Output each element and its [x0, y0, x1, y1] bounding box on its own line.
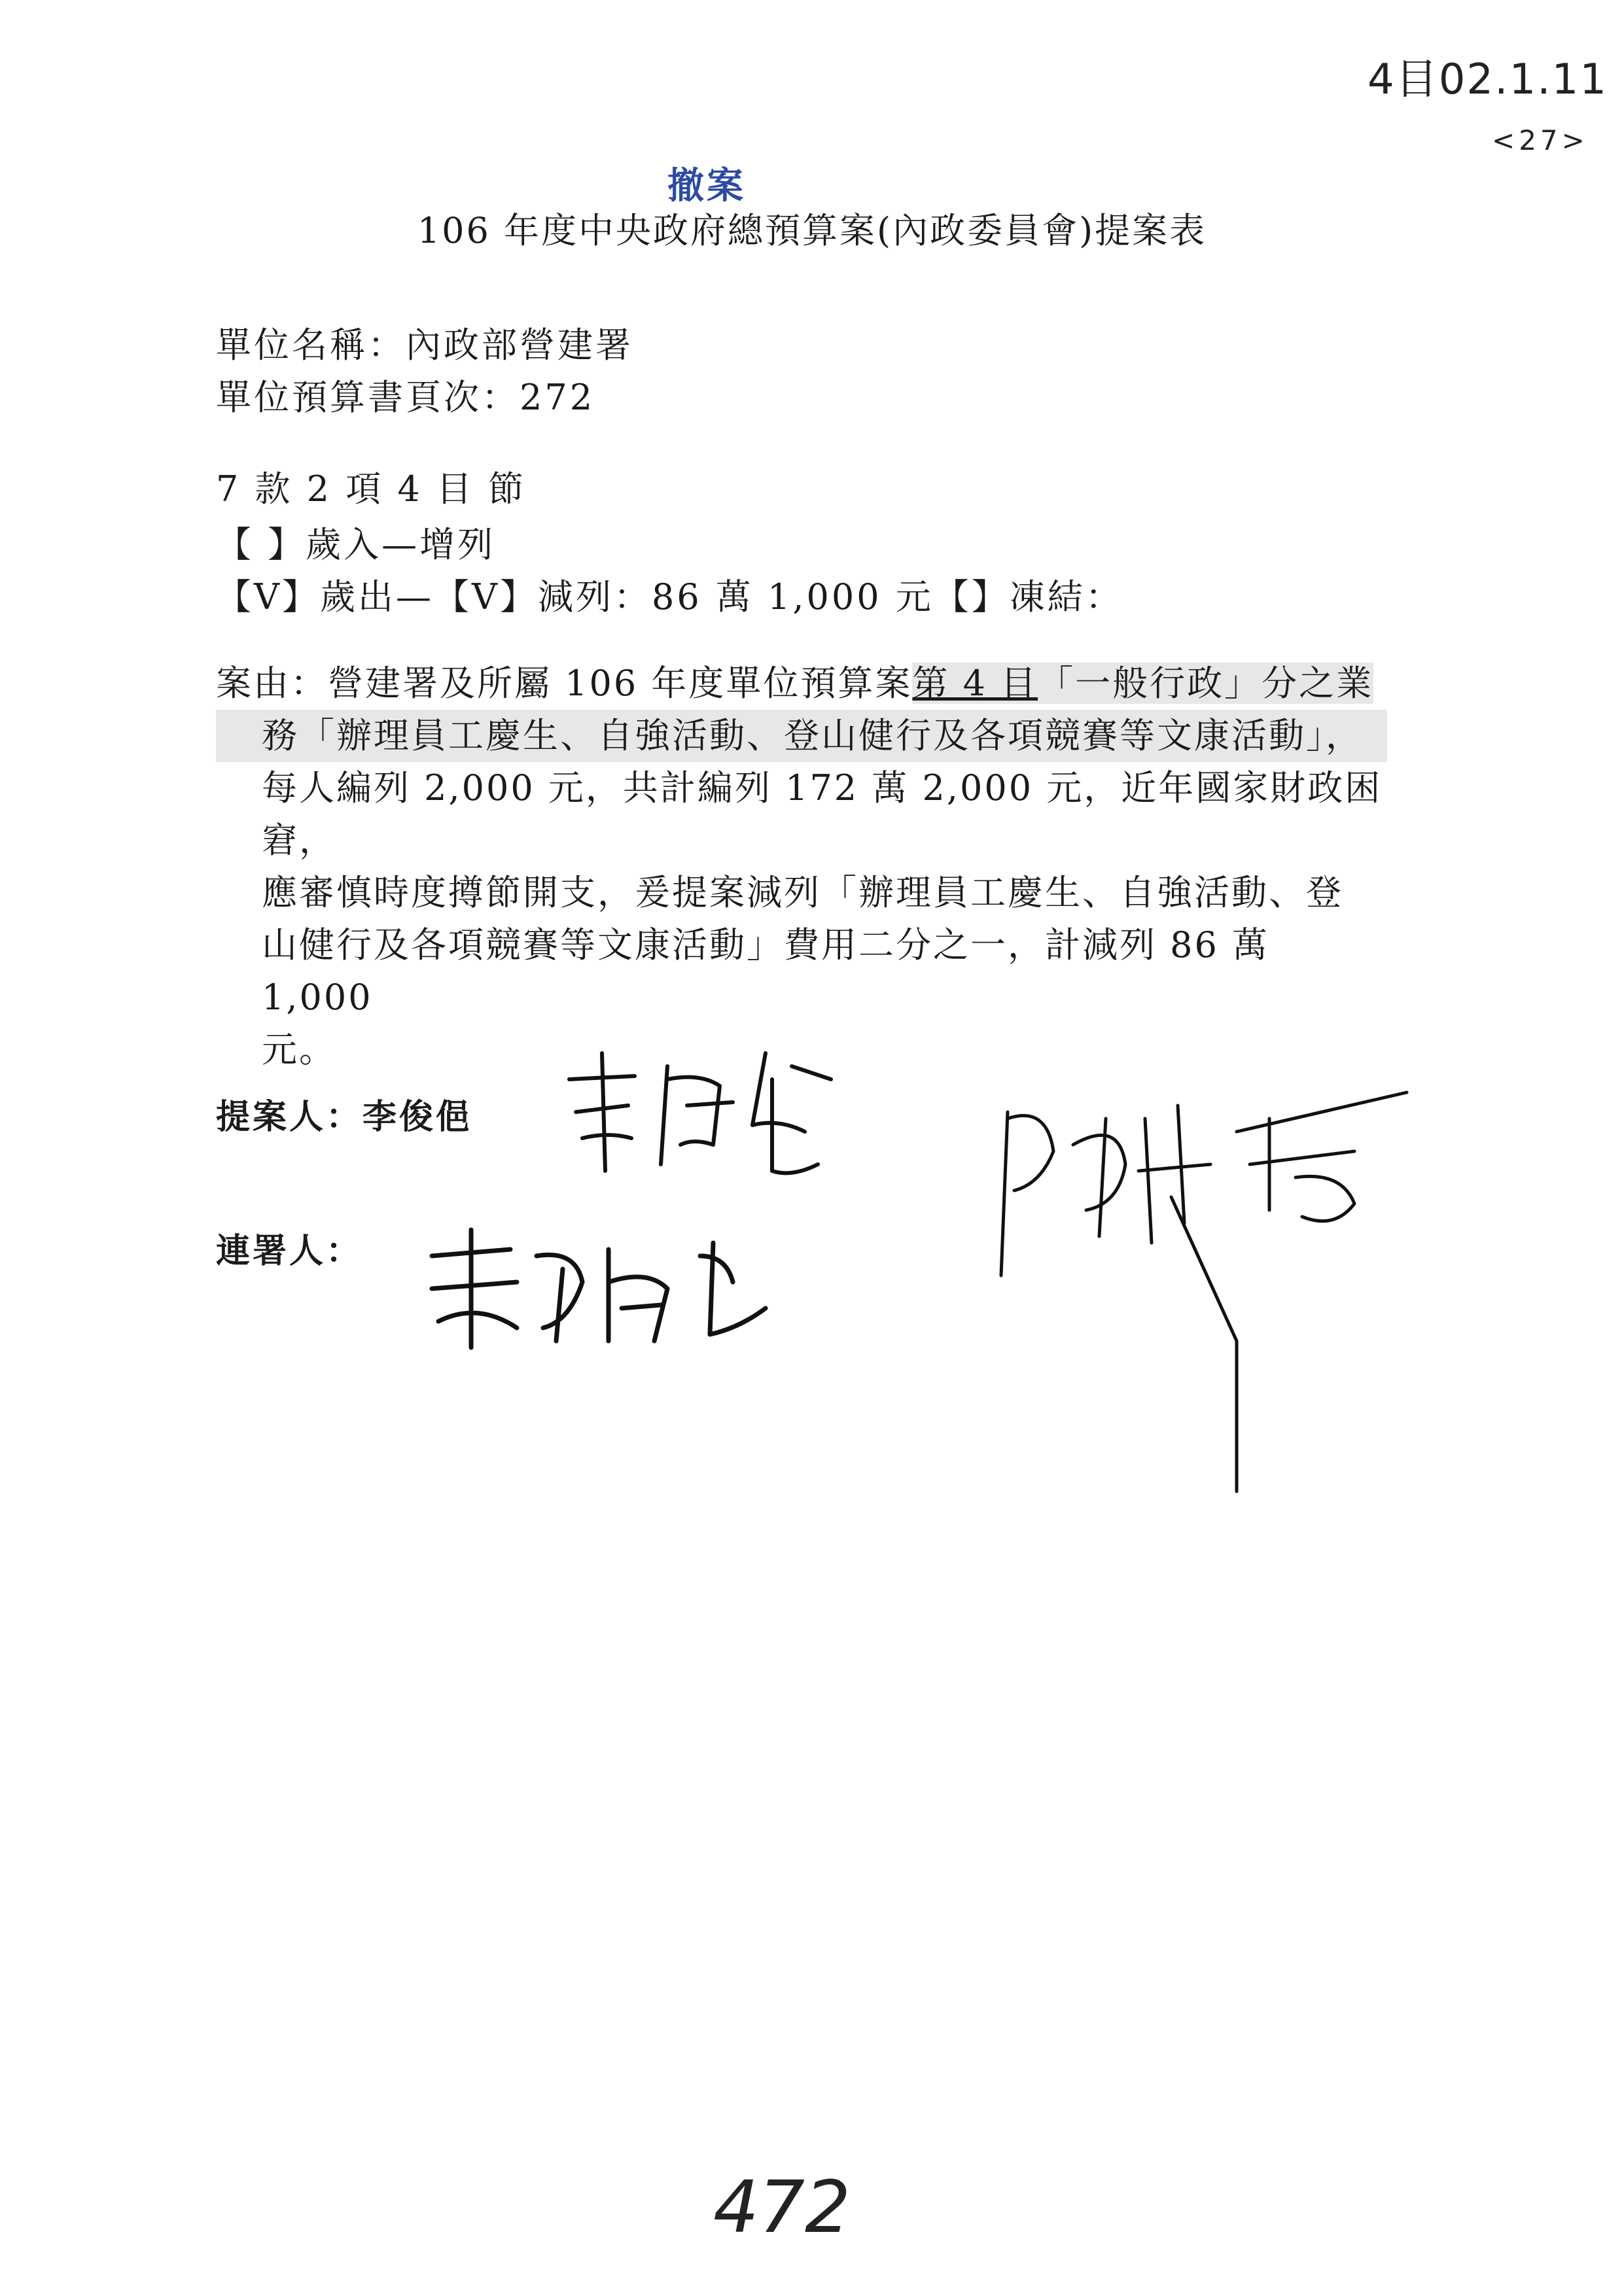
reason-line-3: 每人編列 2,000 元，共計編列 172 萬 2,000 元，近年國家財政困窘，: [262, 767, 1383, 861]
proposer-label: 提案人：李俊俋: [216, 1098, 473, 1137]
expense-line: 【V】歲出—【V】減列：86 萬 1,000 元【】凍結：: [216, 576, 1123, 617]
handwritten-page-number: 472: [713, 2165, 851, 2249]
reason-line-5: 山健行及各項競賽等文康活動」費用二分之一，計減列 86 萬 1,000: [262, 924, 1270, 1018]
unit-name-line: 單位名稱：內政部營建署: [216, 324, 633, 366]
reason-paragraph: [216, 657, 1387, 1076]
reason-line-1: [216, 663, 1373, 704]
corner-handwritten-note: 4目02.1.11: [1368, 56, 1608, 104]
reason-line-6: 元。: [262, 1029, 336, 1070]
revenue-line: 【 】歲入—增列: [216, 524, 496, 565]
reason-line-1-rest: 「一般行政」分之業: [1038, 663, 1374, 704]
reason-line-2: 務「辦理員工慶生、自強活動、登山健行及各項競賽等文康活動」，: [216, 710, 1387, 762]
proposer-signature: [556, 1040, 870, 1191]
cosigner-label: 連署人：: [216, 1232, 363, 1271]
corner-handwritten-sub: <27>: [1492, 124, 1589, 156]
withdrawn-stamp: 撤案: [667, 165, 746, 207]
cosigner-signature-2: [988, 1079, 1420, 1505]
reason-line-4: 應審慎時度撙節開支，爰提案減列「辦理員工慶生、自強活動、登: [262, 872, 1343, 913]
page-title: 106 年度中央政府總預算案(內政委員會)提案表: [417, 210, 1207, 251]
reason-prefix: 案由：營建署及所屬 106 年度單位預算案: [216, 663, 913, 704]
reason-item-ref: 第 4 目: [912, 663, 1038, 704]
budget-page-line: 單位預算書頁次：272: [216, 377, 595, 418]
budget-item-line: 7 款 2 項 4 目 節: [216, 468, 527, 510]
cosigner-signature-1: [419, 1230, 785, 1361]
